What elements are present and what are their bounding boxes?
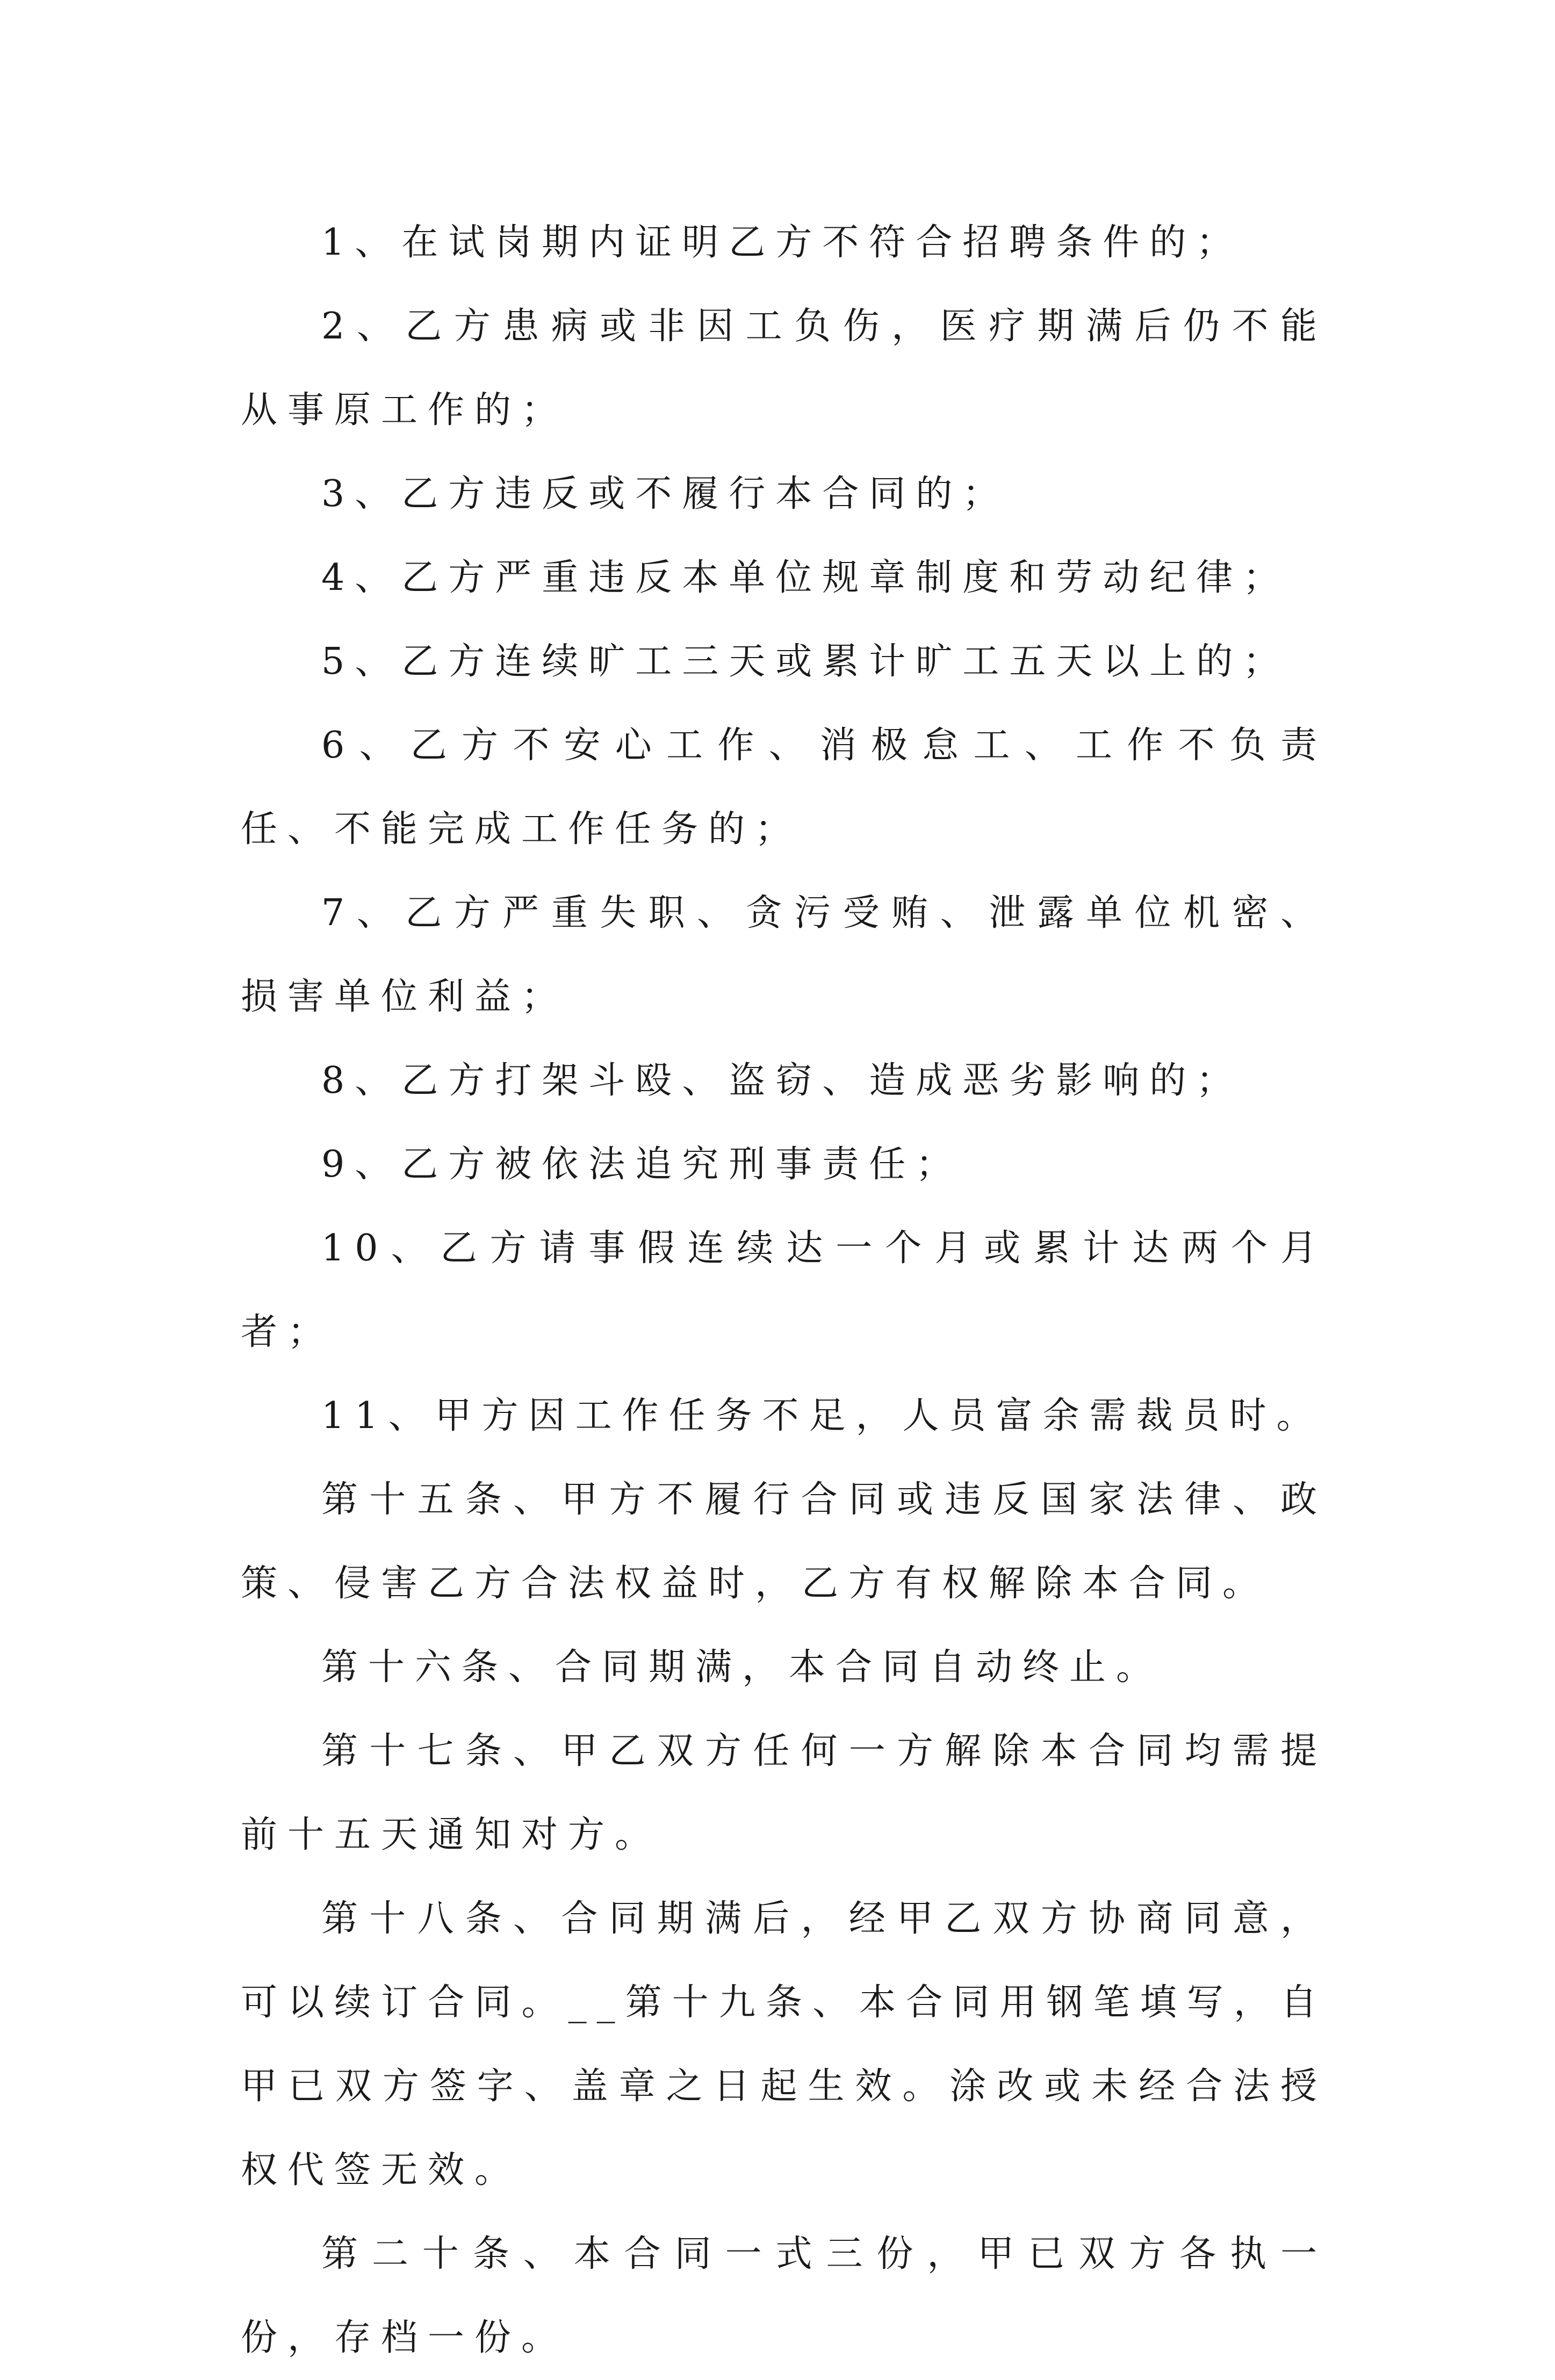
clause-1: 1、在试岗期内证明乙方不符合招聘条件的； [321, 221, 1243, 264]
clause-11: 11、甲方因工作任务不足，人员富余需裁员时。 [321, 1395, 1323, 1437]
document-body [241, 201, 1327, 2380]
clause-5: 5、乙方连续旷工三天或累计旷工五天以上的； [321, 640, 1290, 683]
clause-8: 8、乙方打架斗殴、盗窃、造成恶劣影响的； [321, 1059, 1243, 1102]
clause-4: 4、乙方严重违反本单位规章制度和劳动纪律； [321, 557, 1290, 599]
clause-6: 6、乙方不安心工作、消极怠工、工作不负责任、不能完成工作任务的； [241, 724, 1327, 850]
article-17: 第十七条、甲乙双方任何一方解除本合同均需提前十五天通知对方。 [241, 1730, 1327, 1856]
clause-3: 3、乙方违反或不履行本合同的； [321, 473, 1010, 515]
clause-9: 9、乙方被依法追究刑事责任； [321, 1143, 963, 1186]
article-15: 第十五条、甲方不履行合同或违反国家法律、政策、侵害乙方合法权益时，乙方有权解除本合同。 [241, 1479, 1327, 1605]
clause-2: 2、乙方患病或非因工负伤，医疗期满后仍不能从事原工作的； [241, 305, 1327, 431]
article-18-19: 第十八条、合同期满后，经甲乙双方协商同意，可以续订合同。__第十九条、本合同用钢笔填写，自甲已双方签字、盖章之日起生效。涂改或未经合法授权代签无效。 [241, 1898, 1327, 2191]
article-20: 第二十条、本合同一式三份，甲已双方各执一份，存档一份。 [241, 2233, 1327, 2359]
article-16: 第十六条、合同期满，本合同自动终止。 [321, 1646, 1163, 1689]
clause-10: 10、乙方请事假连续达一个月或累计达两个月者； [241, 1227, 1327, 1353]
clause-7: 7、乙方严重失职、贪污受贿、泄露单位机密、损害单位利益； [241, 892, 1327, 1018]
